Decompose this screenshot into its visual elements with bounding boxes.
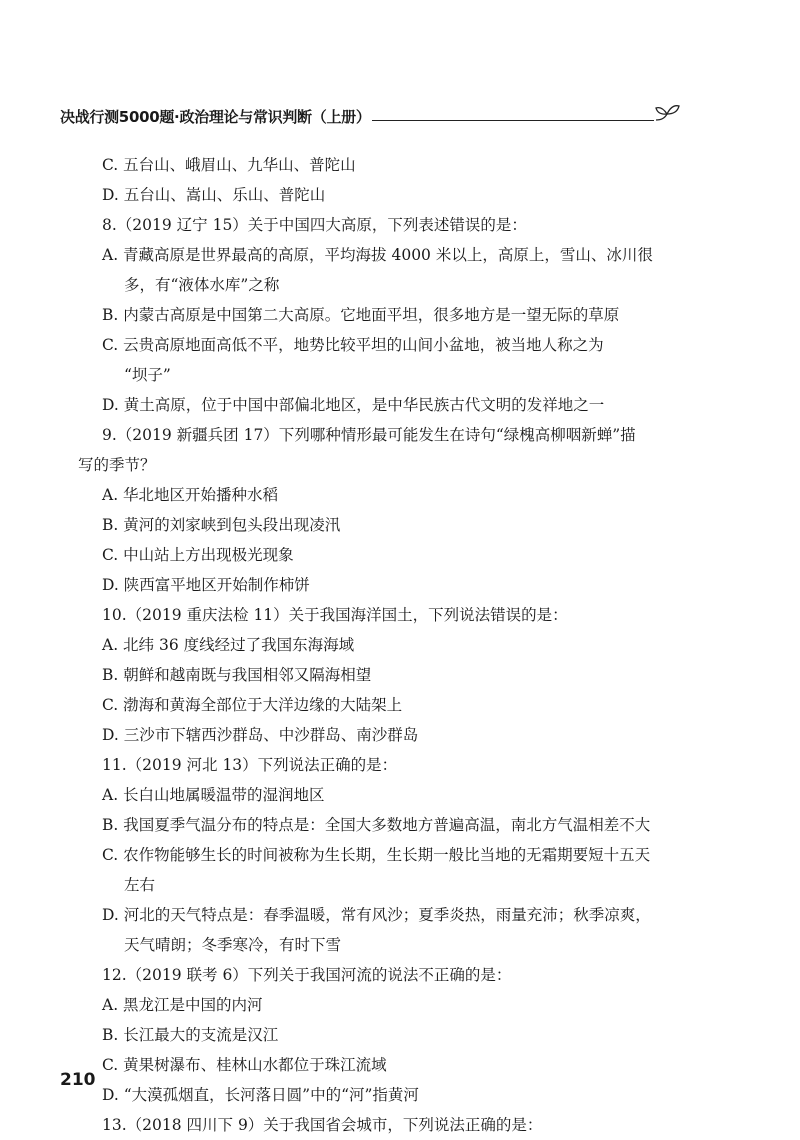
- answer-option: C. 黄果树瀑布、桂林山水都位于珠江流域: [102, 1056, 387, 1074]
- answer-option-continued: 多，有“液体水库”之称: [124, 276, 280, 294]
- answer-option: D. 三沙市下辖西沙群岛、中沙群岛、南沙群岛: [102, 726, 419, 744]
- answer-option: B. 内蒙古高原是中国第二大高原。它地面平坦，很多地方是一望无际的草原: [102, 306, 620, 324]
- answer-option: D. 陕西富平地区开始制作柿饼: [102, 576, 310, 594]
- answer-option: D. “大漠孤烟直，长河落日圆”中的“河”指黄河: [102, 1086, 419, 1104]
- answer-option: B. 长江最大的支流是汉江: [102, 1026, 279, 1044]
- running-header: [60, 100, 680, 134]
- question-stem: 11.（2019 河北 13）下列说法正确的是：: [102, 756, 398, 774]
- question-stem-continued: 写的季节？: [78, 456, 156, 474]
- answer-option: B. 朝鲜和越南既与我国相邻又隔海相望: [102, 666, 372, 684]
- question-stem: 8.（2019 辽宁 15）关于中国四大高原，下列表述错误的是：: [102, 216, 527, 234]
- answer-option: A. 青藏高原是世界最高的高原，平均海拔 4000 米以上，高原上，雪山、冰川很: [102, 246, 653, 264]
- question-stem: 13.（2018 四川下 9）关于我国省会城市，下列说法正确的是：: [102, 1116, 543, 1134]
- answer-option: A. 黑龙江是中国的内河: [102, 996, 263, 1014]
- answer-option-continued: 左右: [124, 876, 156, 894]
- answer-option: A. 北纬 36 度线经过了我国东海海域: [102, 636, 355, 654]
- answer-option: A. 华北地区开始播种水稻: [102, 486, 279, 504]
- answer-option: A. 长白山地属暖温带的湿润地区: [102, 786, 325, 804]
- answer-option-continued: 天气晴朗；冬季寒冷，有时下雪: [124, 936, 342, 954]
- answer-option: D. 黄土高原，位于中国中部偏北地区，是中华民族古代文明的发祥地之一: [102, 396, 605, 414]
- sprout-icon: [652, 100, 682, 130]
- header-rule: [372, 120, 654, 121]
- page-number: 210: [60, 1070, 96, 1090]
- question-stem: 12.（2019 联考 6）下列关于我国河流的说法不正确的是：: [102, 966, 512, 984]
- answer-option-continued: “坝子”: [124, 366, 171, 384]
- question-stem: 10.（2019 重庆法检 11）关于我国海洋国土，下列说法错误的是：: [102, 606, 568, 624]
- answer-option: C. 五台山、峨眉山、九华山、普陀山: [102, 156, 356, 174]
- question-stem: 9.（2019 新疆兵团 17）下列哪种情形最可能发生在诗句“绿槐高柳咽新蝉”描: [102, 426, 636, 444]
- header-title: 决战行测5000题·政治理论与常识判断（上册）: [60, 108, 371, 126]
- answer-option: D. 河北的天气特点是：春季温暖，常有风沙；夏季炎热，雨量充沛；秋季凉爽，: [102, 906, 651, 924]
- question-list: [78, 150, 678, 1140]
- answer-option: C. 中山站上方出现极光现象: [102, 546, 294, 564]
- answer-option: B. 我国夏季气温分布的特点是：全国大多数地方普遍高温，南北方气温相差不大: [102, 816, 651, 834]
- answer-option: C. 渤海和黄海全部位于大洋边缘的大陆架上: [102, 696, 403, 714]
- answer-option: B. 黄河的刘家峡到包头段出现凌汛: [102, 516, 341, 534]
- answer-option: C. 云贵高原地面高低不平，地势比较平坦的山间小盆地，被当地人称之为: [102, 336, 604, 354]
- answer-option: D. 五台山、嵩山、乐山、普陀山: [102, 186, 326, 204]
- answer-option: C. 农作物能够生长的时间被称为生长期，生长期一般比当地的无霜期要短十五天: [102, 846, 651, 864]
